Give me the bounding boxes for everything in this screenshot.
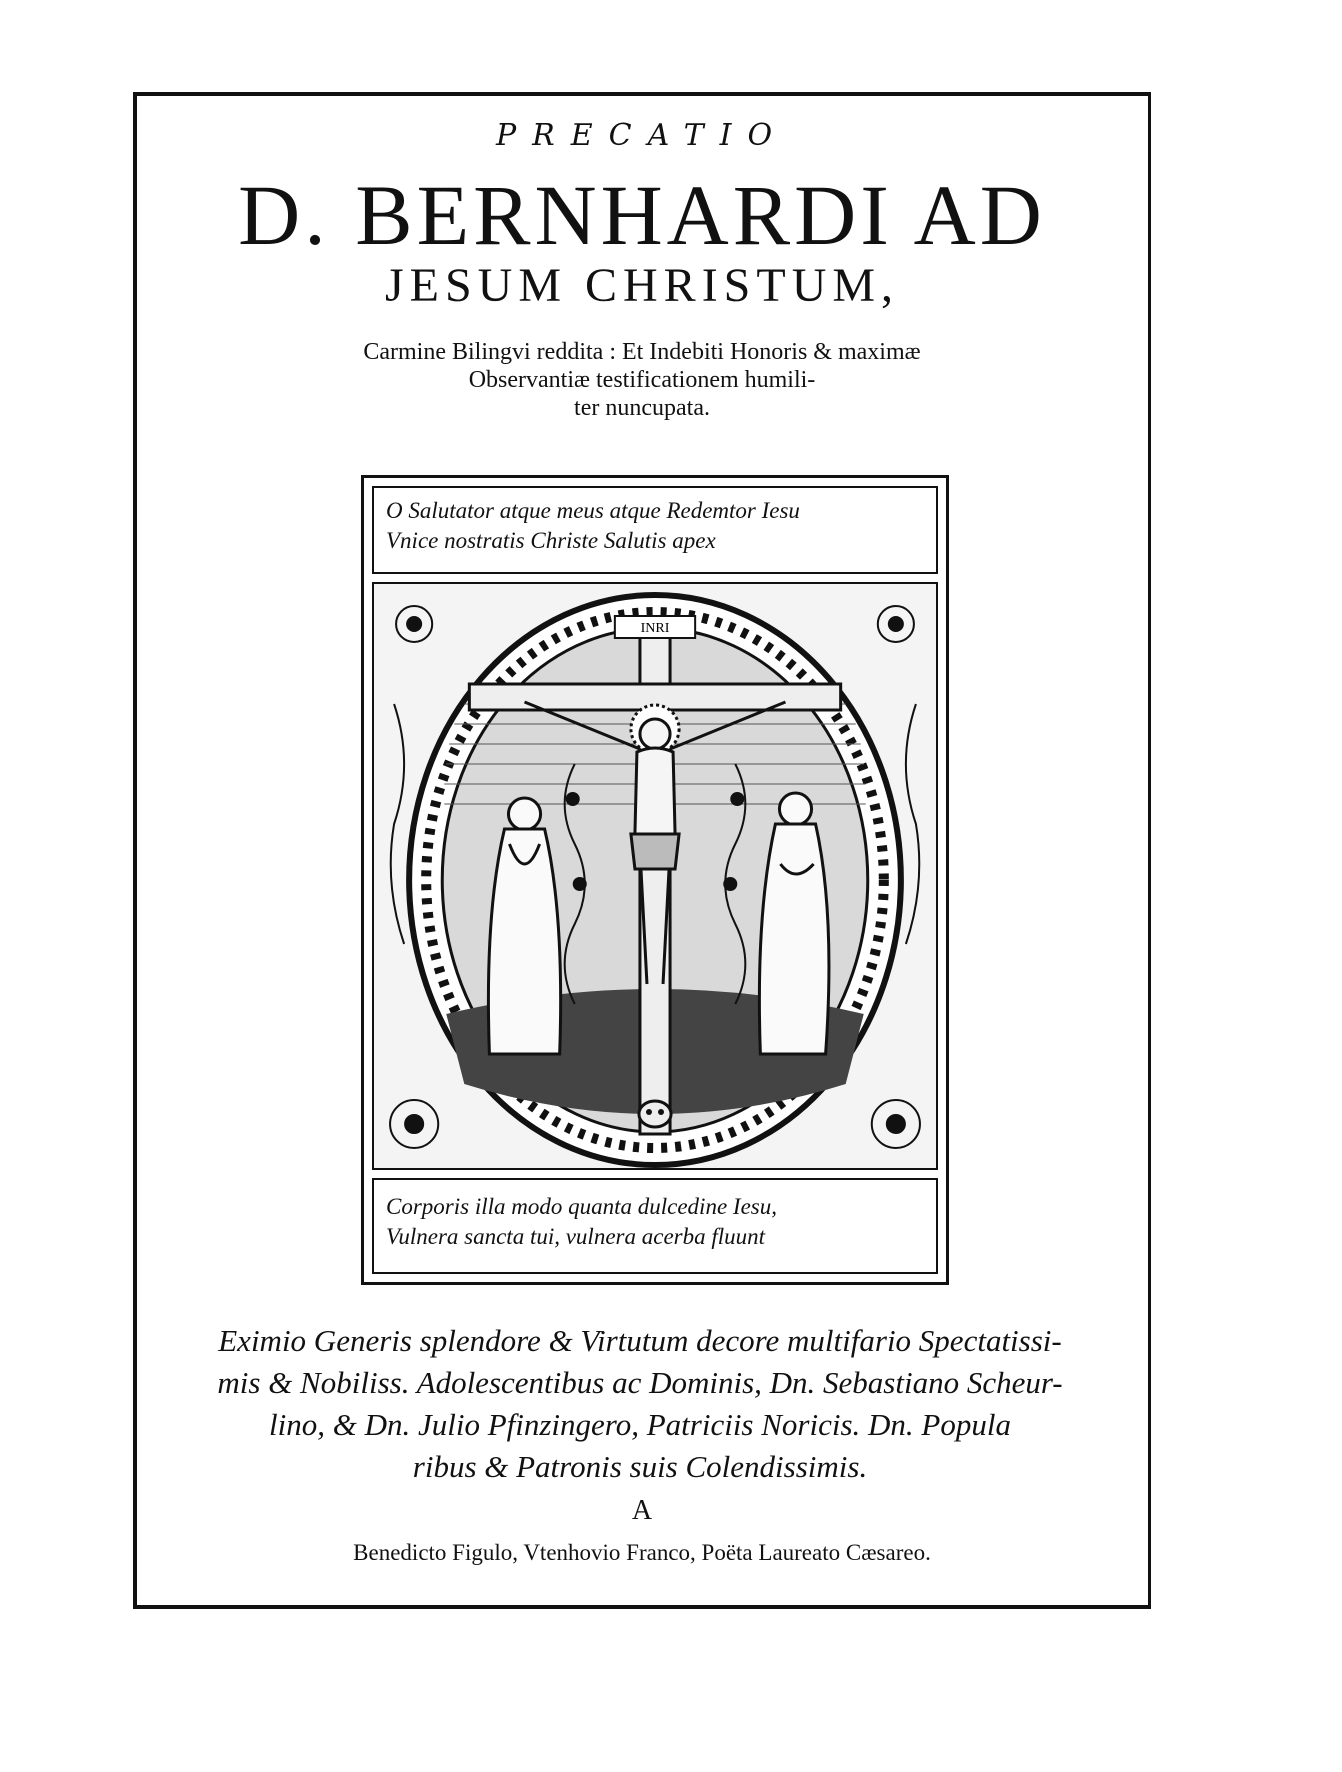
dedication-long-line-1: Eximio Generis splendore & Virtutum decore multifario Spectatissi- xyxy=(218,1323,1062,1358)
verse-bottom-box xyxy=(372,1178,938,1274)
dedication-long xyxy=(140,1320,1140,1488)
dedication-long-line-2: mis & Nobiliss. Adolescentibus ac Dominis, Dn. Sebastiano Scheur- xyxy=(217,1365,1063,1400)
dedication-short-line-1: Carmine Bilingvi reddita : Et Indebiti Honoris & maximæ xyxy=(363,339,921,365)
crucifixion-illustration xyxy=(372,582,938,1170)
dedication-short-line-2: Observantiæ testificationem humili- xyxy=(468,367,816,393)
verse-top-box xyxy=(372,486,938,574)
title-sub: JESUM CHRISTUM, xyxy=(384,259,900,312)
author-line: Benedicto Figulo, Vtenhovio Franco, Poëta Laureato Cæsareo. xyxy=(353,1540,931,1565)
verse-top-line-1: O Salutator atque meus atque Redemtor Iesu xyxy=(386,498,800,523)
skull xyxy=(639,1101,671,1127)
verse-bottom-line-2: Vulnera sancta tui, vulnera acerba fluunt xyxy=(386,1224,766,1249)
woodcut-frame xyxy=(361,475,949,1285)
inri-text: INRI xyxy=(640,621,670,636)
title-main: D. BERNHARDI AD xyxy=(238,167,1046,263)
verse-top-line-2: Vnice nostratis Christe Salutis apex xyxy=(386,528,716,553)
dedication-short-line-3: ter nuncupata. xyxy=(574,395,710,421)
dedication-long-line-4: ribus & Patronis suis Colendissimis. xyxy=(412,1449,868,1484)
dedication-long-line-3: lino, & Dn. Julio Pfinzingero, Patriciis Noricis. Dn. Popula xyxy=(269,1407,1011,1442)
title-precatio: PRECATIO xyxy=(495,118,789,153)
crucifixion-engraving xyxy=(374,584,936,1168)
verse-bottom-line-1: Corporis illa modo quanta dulcedine Iesu, xyxy=(386,1194,777,1219)
letter-a: A xyxy=(631,1495,653,1526)
